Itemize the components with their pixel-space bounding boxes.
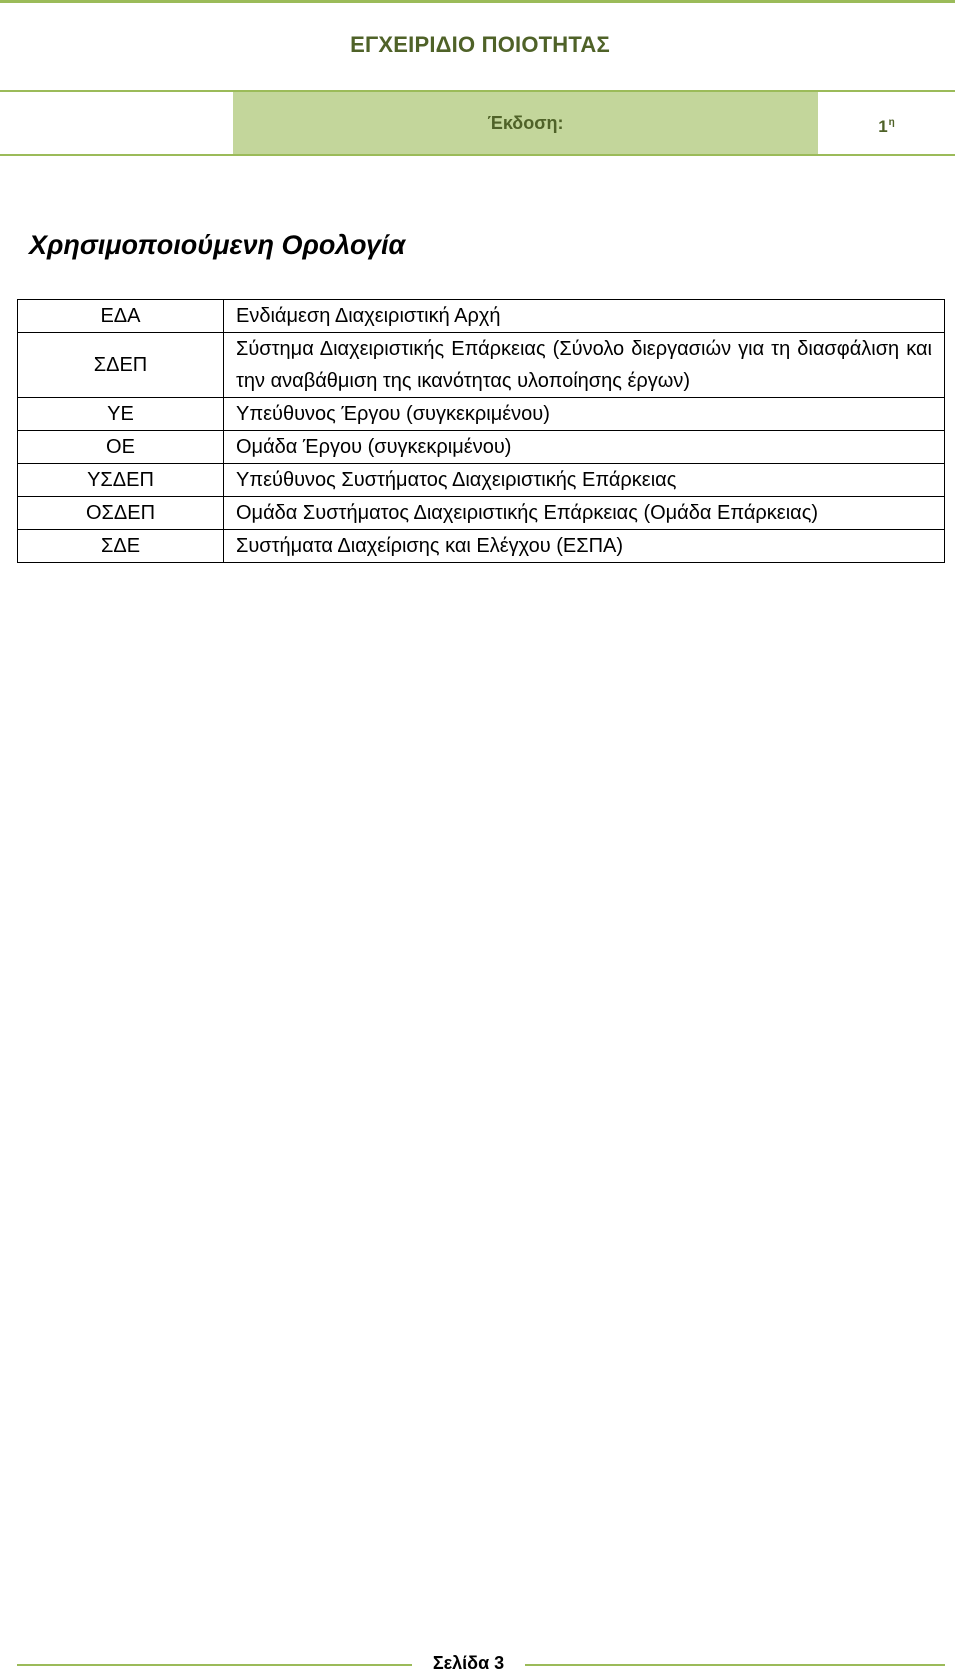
section-heading: Χρησιμοποιούμενη Ορολογία [29, 230, 406, 260]
table-row [18, 431, 945, 464]
header-bottom-rule [0, 154, 955, 156]
abbreviation-cell: ΣΔΕΠ [18, 333, 224, 398]
version-suffix: η [888, 117, 895, 128]
abbreviation-cell: ΟΕ [18, 431, 224, 464]
version-number: 1 [878, 117, 888, 136]
definition-cell: Ενδιάμεση Διαχειριστική Αρχή [224, 300, 945, 333]
version-label: Έκδοση: [487, 113, 564, 133]
definition-cell: Ομάδα Συστήματος Διαχειριστικής Επάρκειας (Ομάδα Επάρκειας) [224, 497, 945, 530]
abbreviation-cell: ΟΣΔΕΠ [18, 497, 224, 530]
table-row [18, 300, 945, 333]
definition-cell: Υπεύθυνος Έργου (συγκεκριμένου) [224, 398, 945, 431]
definition-cell: Σύστημα Διαχειριστικής Επάρκειας (Σύνολο διεργασιών για τη διασφάλιση και την αναβάθμιση της ικανότητας υλοποίησης έργων) [224, 333, 945, 398]
footer-rule-left [17, 1664, 412, 1666]
page-number: Σελίδα 3 [432, 1653, 505, 1673]
glossary-table [17, 299, 945, 563]
abbreviation-cell: ΥΣΔΕΠ [18, 464, 224, 497]
version-value [818, 92, 955, 154]
table-row [18, 398, 945, 431]
document-title: ΕΓΧΕΙΡΙΔΙΟ ΠΟΙΟΤΗΤΑΣ [350, 32, 610, 57]
abbreviation-cell: ΕΔΑ [18, 300, 224, 333]
table-row [18, 497, 945, 530]
header-top-rule [0, 0, 955, 3]
table-row [18, 464, 945, 497]
footer-rule-right [525, 1664, 945, 1666]
definition-cell: Υπεύθυνος Συστήματος Διαχειριστικής Επάρκειας [224, 464, 945, 497]
table-row [18, 530, 945, 563]
abbreviation-cell: ΣΔΕ [18, 530, 224, 563]
definition-cell: Συστήματα Διαχείρισης και Ελέγχου (ΕΣΠΑ) [224, 530, 945, 563]
definition-cell: Ομάδα Έργου (συγκεκριμένου) [224, 431, 945, 464]
table-row [18, 333, 945, 398]
abbreviation-cell: ΥΕ [18, 398, 224, 431]
